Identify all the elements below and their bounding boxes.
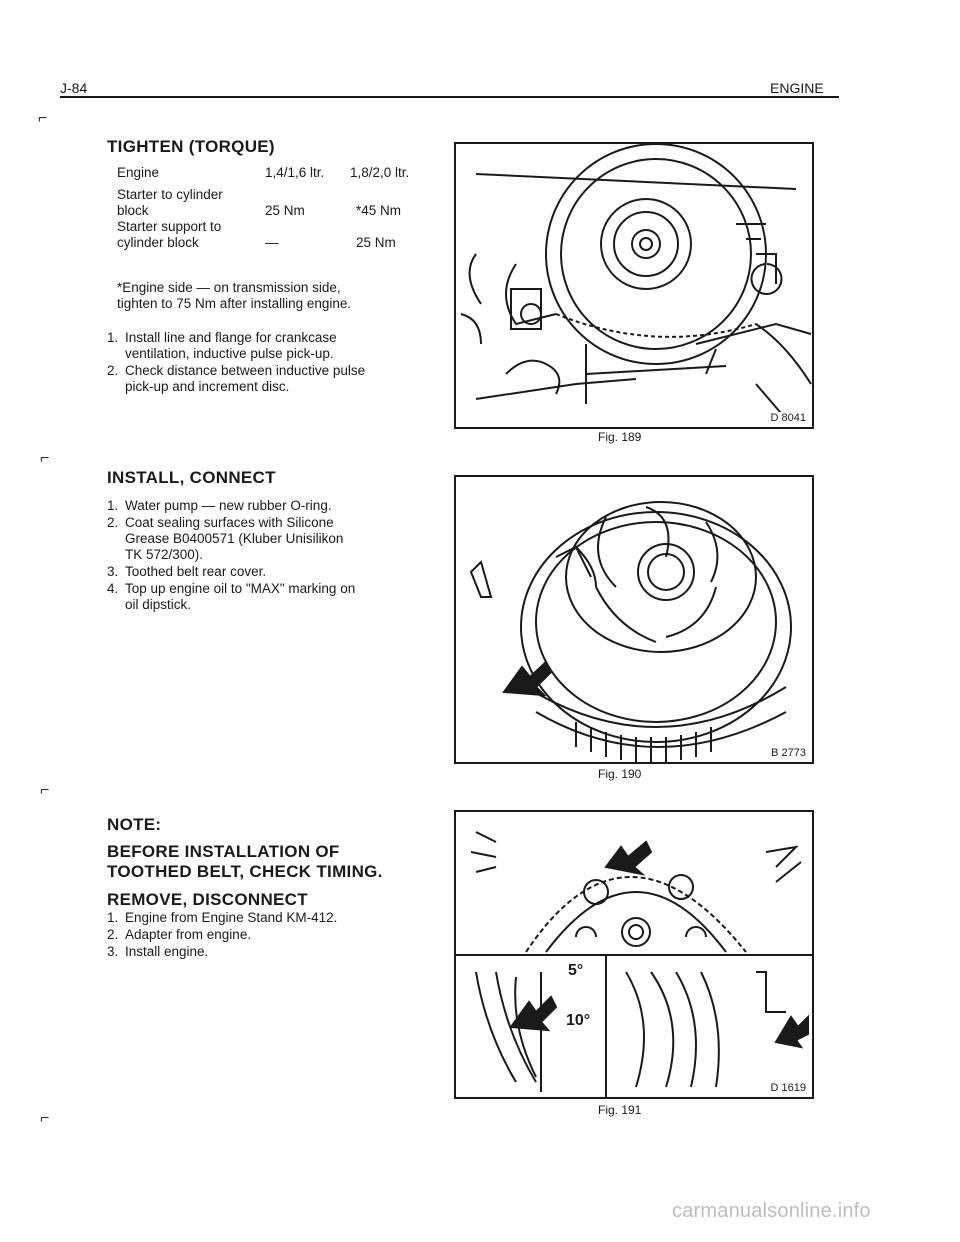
torque-row-label: Starter to cylinder	[117, 187, 223, 202]
tighten-steps	[107, 330, 437, 396]
figure-caption: Fig. 191	[598, 1103, 642, 1117]
margin-mark: ⌐	[40, 782, 50, 799]
torque-footnote-line: tighten to 75 Nm after installing engine.	[117, 296, 352, 311]
list-item	[107, 498, 437, 514]
install-heading: INSTALL, CONNECT	[107, 468, 276, 487]
tighten-heading: TIGHTEN (TORQUE)	[107, 137, 275, 156]
figure-caption: Fig. 189	[598, 430, 642, 444]
page-number: J-84	[60, 80, 88, 96]
step-number: 1.	[107, 498, 119, 513]
step-number: 2.	[107, 927, 119, 942]
note-text	[107, 842, 383, 882]
step-text: Water pump — new rubber O-ring.	[125, 498, 332, 513]
torque-row-label: Starter support to	[117, 219, 222, 234]
figure-191	[454, 810, 814, 1099]
list-item	[107, 581, 437, 613]
figure-caption: Fig. 190	[598, 767, 642, 781]
water-pump-illustration	[456, 477, 812, 762]
crankshaft-pulley-sensor-illustration	[456, 144, 812, 427]
list-item	[107, 515, 437, 563]
torque-header-row	[117, 165, 409, 181]
step-text: oil dipstick.	[125, 597, 192, 612]
step-text: Adapter from engine.	[125, 927, 252, 942]
step-number: 2.	[107, 515, 119, 530]
list-item	[107, 944, 437, 960]
figure-code: D 1619	[770, 1082, 806, 1094]
step-text: ventilation, inductive pulse pick-up.	[125, 346, 334, 361]
torque-value-b: 25 Nm	[356, 235, 396, 250]
remove-heading: REMOVE, DISCONNECT	[107, 890, 308, 909]
step-number: 2.	[107, 363, 119, 378]
timing-marks-illustration	[456, 812, 812, 1097]
torque-col-a: 1,4/1,6 ltr.	[265, 165, 325, 180]
note-line: TOOTHED BELT, CHECK TIMING.	[107, 862, 383, 881]
watermark: carmanualsonline.info	[672, 1200, 871, 1222]
step-number: 1.	[107, 910, 119, 925]
list-item	[107, 564, 437, 580]
step-text: Engine from Engine Stand KM-412.	[125, 910, 338, 925]
torque-value-b: *45 Nm	[356, 203, 402, 218]
figure-189	[454, 142, 814, 429]
figure-code: D 8041	[770, 412, 806, 424]
list-item	[107, 910, 437, 926]
install-steps	[107, 498, 437, 614]
note-label: NOTE:	[107, 815, 162, 834]
step-text: Grease B0400571 (Kluber Unisilikon	[125, 531, 344, 546]
torque-row	[117, 219, 409, 251]
step-text: Toothed belt rear cover.	[125, 564, 267, 579]
torque-row-label: cylinder block	[117, 235, 199, 250]
list-item	[107, 363, 437, 395]
torque-footnote	[117, 280, 351, 312]
step-text: pick-up and increment disc.	[125, 379, 290, 394]
torque-footnote-line: *Engine side — on transmission side,	[117, 280, 341, 295]
step-text: Check distance between inductive pulse	[125, 363, 366, 378]
note-line: BEFORE INSTALLATION OF	[107, 842, 340, 861]
torque-table	[117, 165, 409, 251]
list-item	[107, 927, 437, 943]
step-number: 4.	[107, 581, 119, 596]
torque-value-a: —	[265, 235, 279, 250]
step-text: Coat sealing surfaces with Silicone	[125, 515, 334, 530]
torque-col-label: Engine	[117, 165, 160, 180]
list-item	[107, 330, 437, 362]
step-text: Install line and flange for crankcase	[125, 330, 337, 345]
margin-mark: ⌐	[40, 450, 50, 467]
step-number: 1.	[107, 330, 119, 345]
step-number: 3.	[107, 944, 119, 959]
torque-col-b: 1,8/2,0 ltr.	[350, 165, 410, 180]
figure-code: B 2773	[771, 747, 806, 759]
margin-mark: ⌐	[38, 110, 48, 127]
remove-steps	[107, 910, 437, 961]
step-number: 3.	[107, 564, 119, 579]
torque-row	[117, 187, 409, 219]
margin-mark: ⌐	[40, 1110, 50, 1127]
step-text: Top up engine oil to "MAX" marking on	[125, 581, 356, 596]
torque-row-label: block	[117, 203, 149, 218]
header-rule	[60, 96, 839, 98]
torque-value-a: 25 Nm	[265, 203, 305, 218]
section-title: ENGINE	[770, 80, 824, 96]
timing-mark-10: 10°	[566, 1012, 591, 1029]
step-text: Install engine.	[125, 944, 209, 959]
figure-190	[454, 475, 814, 764]
step-text: TK 572/300).	[125, 547, 204, 562]
timing-mark-5: 5°	[568, 962, 584, 979]
